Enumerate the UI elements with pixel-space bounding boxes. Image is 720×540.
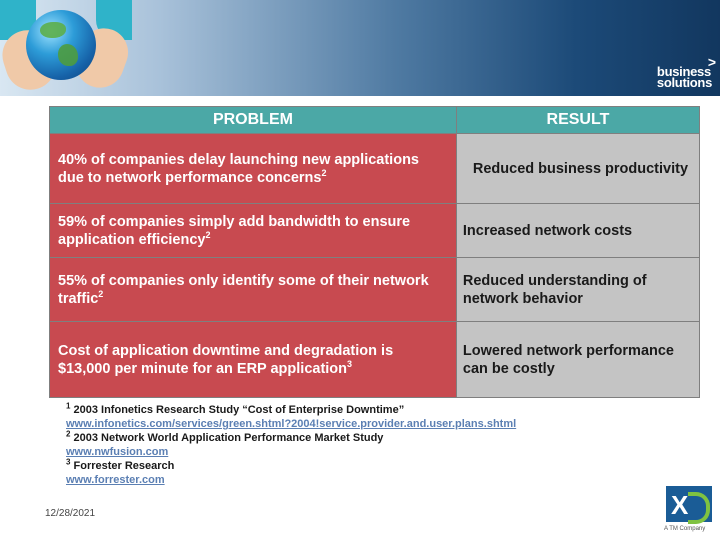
header-banner — [0, 0, 720, 96]
footnote-2 — [66, 431, 516, 445]
footnote-link-nwfusion[interactable]: www.nwfusion.com — [66, 446, 169, 458]
problem-text: 59% of companies simply — [58, 213, 239, 230]
footnote-text: 2003 Infonetics Research Study “Cost of Enterprise Downtime” — [70, 404, 405, 416]
brand-line2: solutions — [656, 75, 712, 90]
globe-land-shape — [58, 44, 78, 66]
problem-cell — [50, 322, 457, 398]
problem-emphasis: add bandwidth to ensure application efficiency — [58, 213, 411, 248]
footnote-text: 2003 Network World Application Performance Market Study — [70, 432, 384, 444]
footnote-text: Forrester Research — [70, 460, 175, 472]
table-header-row — [50, 107, 700, 134]
logo-tagline: A TM Company — [664, 526, 706, 532]
footnote-link-infonetics[interactable]: www.infonetics.com/services/green.shtml?2004!service.provider.and.user.plans.shtml — [66, 418, 517, 430]
brand-logo — [657, 66, 712, 88]
footnote-1 — [66, 403, 516, 417]
problem-cell — [50, 204, 457, 258]
problem-result-table — [49, 106, 700, 398]
globe-in-hands-image — [0, 0, 140, 96]
footnote-number: 1 — [66, 401, 71, 411]
table-row — [50, 204, 700, 258]
footnote-ref: 3 — [347, 358, 353, 369]
table-row — [50, 258, 700, 322]
table-row — [50, 134, 700, 204]
logo-swoosh-icon — [688, 492, 710, 524]
result-cell: Reduced business productivity — [456, 134, 699, 204]
result-cell: Lowered network performance can be costly — [456, 322, 699, 398]
footnote-3 — [66, 459, 516, 473]
problem-emphasis: launching new applications due to network performance concerns — [58, 151, 419, 186]
brand-arrow-icon: > — [707, 54, 716, 70]
problem-cell — [50, 258, 457, 322]
problem-text: Cost of application downtime and degradation is — [58, 342, 394, 359]
problem-emphasis: network traffic — [58, 272, 429, 307]
footnote-ref: 2 — [98, 288, 104, 299]
footnotes — [66, 403, 516, 487]
brand-line1: business — [656, 64, 711, 79]
slide-date: 12/28/2021 — [45, 508, 96, 519]
header-result: RESULT — [456, 107, 699, 134]
footnote-ref: 2 — [205, 229, 211, 240]
problem-text: 40% of companies delay — [58, 151, 230, 168]
problem-text: 55% of companies only identify some of their — [58, 272, 374, 289]
table-row — [50, 322, 700, 398]
problem-emphasis: $13,000 per minute for an ERP application — [58, 360, 348, 377]
logo-mark-icon: X — [671, 490, 683, 520]
footnote-ref: 2 — [321, 167, 327, 178]
footnote-link-forrester[interactable]: www.forrester.com — [66, 474, 165, 486]
footnote-number: 3 — [66, 457, 71, 467]
result-cell: Increased network costs — [456, 204, 699, 258]
problem-cell — [50, 134, 457, 204]
result-cell: Reduced understanding of network behavior — [456, 258, 699, 322]
footnote-number: 2 — [66, 429, 71, 439]
header-problem: PROBLEM — [50, 107, 457, 134]
company-logo — [666, 486, 712, 522]
globe-land-shape — [40, 22, 66, 38]
